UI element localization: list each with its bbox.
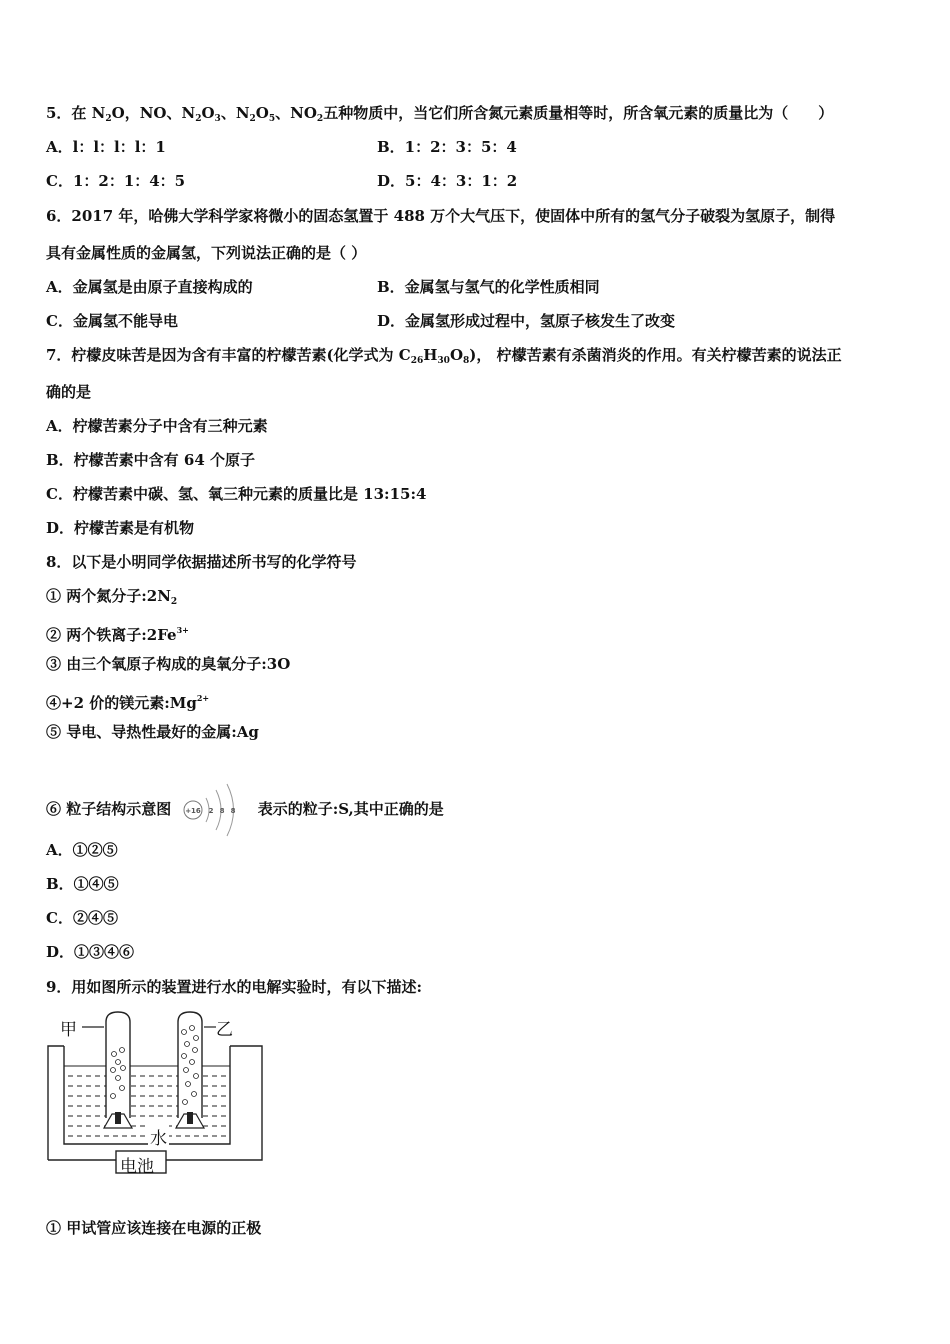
label-jia: 甲 xyxy=(60,1020,77,1040)
q6-option-d: D．金属氢形成过程中，氢原子核发生了改变 xyxy=(377,312,676,330)
q7-stem-line2: 确的是 xyxy=(46,383,92,401)
q7-option-c: C．柠檬苦素中碳、氢、氧三种元素的质量比是 13:15:4 xyxy=(46,485,427,503)
q6-stem-line2: 具有金属性质的金属氢，下列说法正确的是（ ） xyxy=(46,244,367,262)
q8-item5: ⑤ 导电、导热性最好的金属:Ag xyxy=(46,723,259,741)
q5-stem: 5．在 $N_2O$，NO、$N_2O_3$、$N_2O_5$、$NO_2$五种物质中，当它们所含氮元素质量相等时，所含氧元素的质量比为（ ） xyxy=(46,104,834,124)
q7-option-b: B．柠檬苦素中含有 64 个原子 xyxy=(46,451,255,469)
q6-option-c: C．金属氢不能导电 xyxy=(46,312,178,330)
q9-stem: 9．用如图所示的装置进行水的电解实验时，有以下描述: xyxy=(46,978,422,996)
q8-item3: ③ 由三个氧原子构成的臭氧分子:3O xyxy=(46,655,291,673)
q5-option-a: A．l：l：l：l：1 xyxy=(46,138,166,156)
label-yi: 乙 xyxy=(216,1020,233,1040)
nucleus-label: +16 xyxy=(185,807,202,815)
q8-item2: ② 两个铁离子$:2Fe^{3+}$ xyxy=(46,625,189,644)
q8-item4: ④+2 价的镁元素$:Mg^{2+}$ xyxy=(46,693,210,712)
q8-item1: ① 两个氮分子$:2N_2$ xyxy=(46,587,178,607)
q6-option-a: A．金属氢是由原子直接构成的 xyxy=(46,278,253,296)
q5-option-b: B．1：2：3：5：4 xyxy=(377,138,517,156)
q6-option-b: B．金属氢与氢气的化学性质相同 xyxy=(377,278,600,296)
q7-option-a: A．柠檬苦素分子中含有三种元素 xyxy=(46,417,268,435)
q6-stem-line1: 6．2017 年，哈佛大学科学家将微小的固态氢置于 488 万个大气压下，使固体中所有的氢气分子破裂为氢原子，制得 xyxy=(46,207,836,225)
shell-3-count: 8 xyxy=(231,807,236,815)
q8-item6: ⑥ 粒子结构示意图 +16 2 8 8 表示的粒子:S,其中正确的是 xyxy=(46,782,444,838)
q7-stem-line1: 7．柠檬皮味苦是因为含有丰富的柠檬苦素(化学式为 $C_{26}H_{30}O_8$)， 柠檬苦素有杀菌消炎的作用。有关柠檬苦素的说法正 xyxy=(46,346,842,366)
label-battery: 电池 xyxy=(120,1157,154,1177)
q8-option-c: C．②④⑤ xyxy=(46,909,118,927)
q7-option-d: D．柠檬苦素是有机物 xyxy=(46,519,195,537)
q5-option-c: C．1：2：1：4：5 xyxy=(46,172,186,190)
q9-item1: ① 甲试管应该连接在电源的正极 xyxy=(46,1219,262,1237)
atom-structure-diagram xyxy=(180,782,246,838)
q8-option-b: B．①④⑤ xyxy=(46,875,119,893)
q5-option-d: D．5：4：3：1：2 xyxy=(377,172,518,190)
shell-2-count: 8 xyxy=(220,807,225,815)
q8-stem: 8．以下是小明同学依据描述所书写的化学符号 xyxy=(46,553,357,571)
q8-option-d: D．①③④⑥ xyxy=(46,943,135,961)
electrolysis-apparatus-diagram xyxy=(44,1010,274,1175)
label-water: 水 xyxy=(148,1124,169,1149)
shell-1-count: 2 xyxy=(209,807,214,815)
q8-option-a: A．①②⑤ xyxy=(46,841,118,859)
